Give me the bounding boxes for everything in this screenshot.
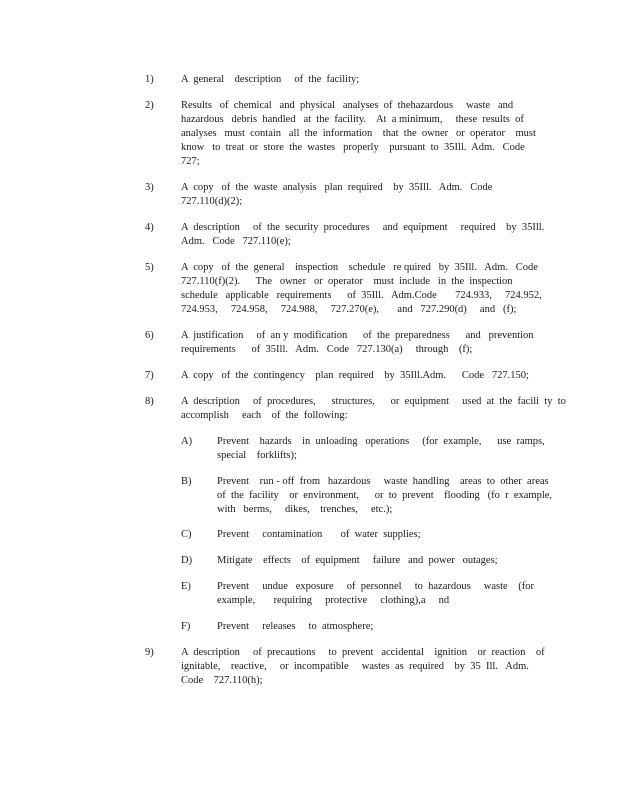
item-text: A copy of the general inspection schedule re quired by 35Ill. Adm. Code 727.110(f)(2). The owner or operator must include in the inspection schedule applicable requirements of 35Ill. Adm.Code 724.933, 724.952, 724.953, 724.958, 724.988, 727.270(e), and 727.290(d) and (f); [181,262,542,315]
item-text: A copy of the contingency plan required by 35Ill.Adm. Code 727.150; [181,370,529,381]
item-number: 1) [145,74,154,85]
sub-item-letter: C) [181,529,192,540]
sub-item-text: Prevent hazards in unloading operations (for example, use ramps, special forklifts); [217,436,545,461]
item-number: 5) [145,262,154,273]
sub-item-text: Prevent undue exposure of personnel to hazardous waste (for example, requiring protective clothing),a nd [217,581,534,606]
item-text: Results of chemical and physical analyses of thehazardous waste and hazardous debris handled at the facility. At a minimum, these results of analyses must contain all the information that the owner or operator must know to treat or store the wastes properly pursuant to 35Ill. Adm. Code 727; [181,100,536,167]
sub-item-letter: E) [181,581,191,592]
sub-item-text: Prevent run - off from hazardous waste handling areas to other areas of the facility or environment, or to prevent flooding (fo r example, with berms, dikes, trenches, etc.); [217,476,553,515]
sub-item-text: Mitigate effects of equipment failure and power outages; [217,555,498,566]
item-number: 3) [145,182,154,193]
item-number: 2) [145,100,154,111]
item-text: A description of the security procedures and equipment required by 35Ill. Adm. Code 727.110(e); [181,222,545,247]
sub-item-letter: B) [181,476,192,487]
sub-item-letter: D) [181,555,193,566]
item-number: 4) [145,222,154,233]
item-text: A justification of an y modification of the preparedness and prevention requirements of 35Ill. Adm. Code 727.130(a) through (f); [181,330,534,355]
item-number: 8) [145,396,154,407]
item-text: A copy of the waste analysis plan required by 35Ill. Adm. Code 727.110(d)(2); [181,182,493,207]
item-text: A description of precautions to prevent accidental ignition or reaction of ignitable, reactive, or incompatible wastes as required by 35 Ill. Adm. Code 727.110(h); [181,647,545,686]
item-number: 7) [145,370,154,381]
sub-item-letter: F) [181,621,191,632]
item-text: A description of procedures, structures, or equipment used at the facili ty to accomplish each of the following: [181,396,566,421]
item-number: 6) [145,330,154,341]
sub-item-text: Prevent contamination of water supplies; [217,529,421,540]
item-number: 9) [145,647,154,658]
item-text: A general description of the facility; [181,74,360,85]
sub-item-letter: A) [181,436,193,447]
sub-item-text: Prevent releases to atmosphere; [217,621,374,632]
